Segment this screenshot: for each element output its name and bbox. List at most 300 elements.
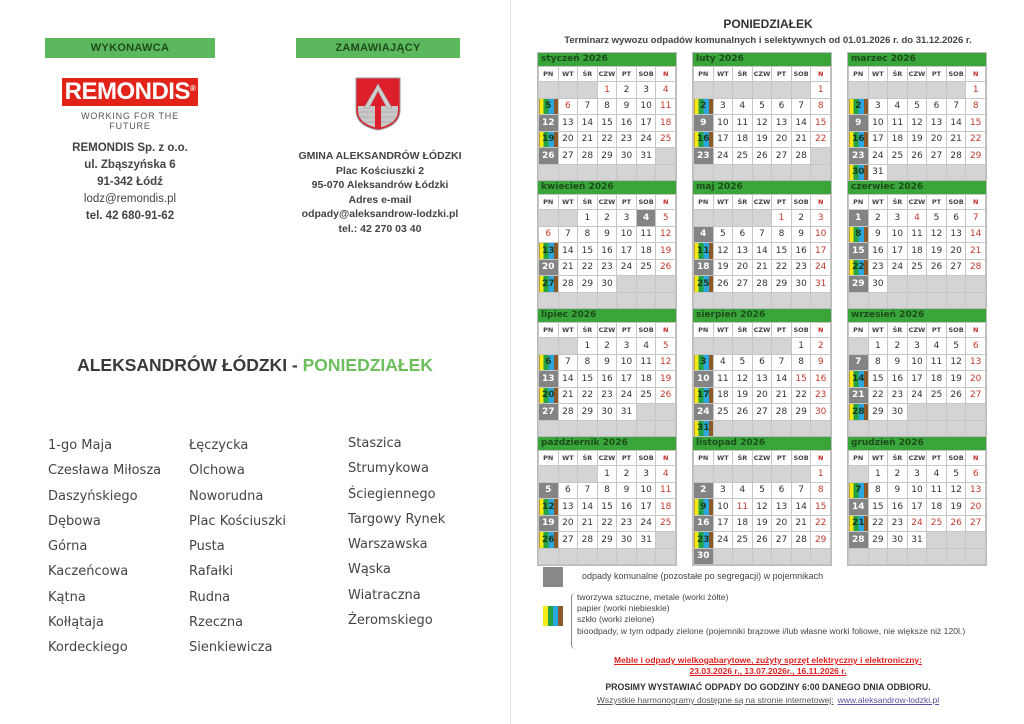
- calendar-day: 28: [752, 276, 772, 293]
- weekday-header: SOB: [946, 451, 966, 466]
- calendar-day-selective: 17: [694, 387, 714, 404]
- month-calendar: [847, 308, 987, 438]
- calendar-day-holiday: 13: [966, 354, 986, 371]
- legend-selective-item: bioodpady, w tym odpady zielone (pojemniki brązowe i/lub własne worki foliowe, nie większe niż 120l.): [577, 625, 966, 636]
- calendar-day: 6: [772, 482, 792, 499]
- weekday-header: ŚR: [733, 451, 753, 466]
- calendar-day: 26: [946, 387, 966, 404]
- calendar-day: 2: [597, 338, 617, 355]
- calendar-day: 10: [907, 482, 927, 499]
- street-item: Daszyńskiego: [48, 488, 138, 504]
- calendar-day-holiday: 15: [791, 371, 811, 388]
- month-calendar: [692, 180, 832, 310]
- calendar-empty-cell: [927, 82, 947, 99]
- calendar-day: 17: [636, 499, 656, 516]
- calendar-day-selective: 25: [694, 276, 714, 293]
- calendar-empty-cell: [966, 292, 986, 309]
- calendar-empty-cell: [694, 338, 714, 355]
- street-item: 1-go Maja: [48, 438, 113, 453]
- calendar-day-selective: 14: [849, 371, 869, 388]
- weekday-header: N: [656, 195, 676, 210]
- calendar-day-selective: 13: [539, 243, 559, 260]
- calendar-day: 12: [752, 115, 772, 132]
- calendar-empty-cell: [578, 292, 598, 309]
- street-item: Ściegiennego: [348, 486, 436, 502]
- calendar-day: 29: [868, 404, 888, 421]
- street-item: Warszawska: [348, 537, 428, 553]
- calendar-empty-cell: [752, 420, 772, 437]
- calendar-day: 30: [888, 532, 908, 549]
- calendar-day: 10: [713, 499, 733, 516]
- calendar-empty-cell: [868, 82, 888, 99]
- calendar-day-holiday: 29: [966, 148, 986, 165]
- calendar-day-communal: 23: [694, 148, 714, 165]
- calendar-day-holiday: 7: [966, 210, 986, 227]
- calendar-day-communal: 24: [694, 404, 714, 421]
- weekday-header: SOB: [946, 195, 966, 210]
- calendar-day: 26: [733, 404, 753, 421]
- calendar-day-holiday: 15: [811, 499, 831, 516]
- calendar-day: 29: [868, 532, 888, 549]
- calendar-day: 3: [868, 98, 888, 115]
- calendar-day: 7: [946, 98, 966, 115]
- calendar-day: 1: [791, 338, 811, 355]
- street-item: Kołłątaja: [48, 615, 104, 631]
- street-item: Olchowa: [189, 463, 245, 479]
- calendar-day: 17: [636, 115, 656, 132]
- calendar-empty-cell: [636, 292, 656, 309]
- calendar-day-holiday: 3: [811, 210, 831, 227]
- calendar-day-selective: 22: [849, 259, 869, 276]
- calendar-day: 7: [752, 226, 772, 243]
- month-calendar: [692, 436, 832, 566]
- weekday-header: CZW: [907, 67, 927, 82]
- calendar-day: 15: [772, 243, 792, 260]
- calendar-day: 25: [713, 404, 733, 421]
- calendar-day-selective: 9: [694, 499, 714, 516]
- calendar-day: 28: [558, 404, 578, 421]
- calendar-empty-cell: [752, 338, 772, 355]
- street-item: Kaczeńcowa: [48, 564, 129, 580]
- calendar-empty-cell: [946, 420, 966, 437]
- weekday-header: PN: [539, 323, 559, 338]
- calendar-day: 5: [907, 98, 927, 115]
- calendar-day: 22: [578, 387, 598, 404]
- calendar-day: 3: [907, 338, 927, 355]
- left-page: [0, 0, 510, 724]
- calendar-day: 27: [558, 148, 578, 165]
- calendar-empty-cell: [578, 420, 598, 437]
- calendar-empty-cell: [849, 420, 869, 437]
- calendar-empty-cell: [656, 548, 676, 565]
- calendar-empty-cell: [791, 292, 811, 309]
- calendar-day-communal: 13: [539, 371, 559, 388]
- calendar-day: 14: [791, 499, 811, 516]
- calendar-day: 3: [907, 466, 927, 483]
- calendar-day: 15: [597, 499, 617, 516]
- calendar-day-holiday: 26: [656, 387, 676, 404]
- weekday-header: PN: [849, 323, 869, 338]
- weekday-header: PT: [772, 67, 792, 82]
- calendar-empty-cell: [713, 548, 733, 565]
- calendar-day: 26: [713, 276, 733, 293]
- calendar-day-holiday: 22: [811, 515, 831, 532]
- calendar-day-selective: 27: [539, 276, 559, 293]
- calendar-day: 14: [578, 499, 598, 516]
- calendar-day: 28: [558, 276, 578, 293]
- contractor-street: ul. Zbąszyńska 6: [84, 159, 176, 171]
- calendar-empty-cell: [694, 210, 714, 227]
- calendar-day: 9: [888, 482, 908, 499]
- calendar-day: 3: [713, 98, 733, 115]
- weekday-header: WT: [558, 323, 578, 338]
- calendar-day-communal: 19: [539, 515, 559, 532]
- month-calendar: [847, 52, 987, 182]
- calendar-day: 22: [772, 259, 792, 276]
- calendar-day-selective: 6: [539, 354, 559, 371]
- calendar-empty-cell: [578, 164, 598, 181]
- month-header: sierpień 2026: [693, 309, 831, 322]
- weekday-header: SOB: [946, 323, 966, 338]
- calendar-empty-cell: [811, 148, 831, 165]
- calendar-empty-cell: [868, 292, 888, 309]
- calendar-day: 16: [791, 243, 811, 260]
- calendar-day-holiday: 2: [811, 338, 831, 355]
- calendar-day: 29: [597, 148, 617, 165]
- weekday-header: WT: [868, 451, 888, 466]
- calendar-day-communal: 9: [694, 115, 714, 132]
- calendar-day: 19: [752, 131, 772, 148]
- calendar-day: 20: [946, 243, 966, 260]
- calendar-day: 20: [733, 259, 753, 276]
- weekday-header: PT: [927, 67, 947, 82]
- calendar-day: 29: [597, 532, 617, 549]
- contractor-tag: WYKONAWCA: [45, 38, 215, 58]
- calendar-empty-cell: [811, 164, 831, 181]
- calendar-day: 27: [772, 532, 792, 549]
- calendar-day: 17: [907, 499, 927, 516]
- calendar-empty-cell: [888, 292, 908, 309]
- calendar-empty-cell: [849, 548, 869, 565]
- calendar-day: 18: [636, 371, 656, 388]
- calendar-day: 20: [927, 131, 947, 148]
- weekday-header: N: [966, 451, 986, 466]
- month-calendar: [847, 436, 987, 566]
- weekday-header: CZW: [907, 323, 927, 338]
- calendar-day: 25: [733, 532, 753, 549]
- calendar-empty-cell: [733, 548, 753, 565]
- calendar-day-holiday: 30: [811, 404, 831, 421]
- legend-communal: odpady komunalne (pozostałe po segregacji) w pojemnikach: [582, 571, 824, 581]
- weekday-header: SOB: [791, 451, 811, 466]
- weekday-header: N: [966, 67, 986, 82]
- weekday-header: N: [811, 323, 831, 338]
- calendar-empty-cell: [694, 82, 714, 99]
- street-item: Łęczycka: [189, 438, 249, 453]
- calendar-day: 11: [636, 226, 656, 243]
- calendar-empty-cell: [597, 164, 617, 181]
- calendar-day: 25: [733, 148, 753, 165]
- weekday-header: ŚR: [733, 195, 753, 210]
- calendar-day-selective: 3: [694, 354, 714, 371]
- weekday-header: PT: [617, 195, 637, 210]
- calendar-day-holiday: 12: [656, 354, 676, 371]
- calendar-day: 14: [752, 243, 772, 260]
- calendar-day-holiday: 22: [966, 131, 986, 148]
- month-header: maj 2026: [693, 181, 831, 194]
- weekday-header: PN: [539, 67, 559, 82]
- street-column-3: [348, 434, 445, 636]
- calendar-day-holiday: 24: [811, 259, 831, 276]
- weekday-header: SOB: [946, 67, 966, 82]
- calendar-day: 2: [868, 210, 888, 227]
- calendar-empty-cell: [713, 466, 733, 483]
- calendar-day: 19: [713, 259, 733, 276]
- calendar-day-holiday: 5: [656, 210, 676, 227]
- calendar-day: 16: [868, 243, 888, 260]
- calendar-day: 9: [791, 226, 811, 243]
- calendar-day: 26: [927, 259, 947, 276]
- weekday-header: PT: [617, 323, 637, 338]
- calendar-day: 9: [888, 354, 908, 371]
- calendar-day: 28: [772, 404, 792, 421]
- calendar-day-selective: 12: [539, 499, 559, 516]
- calendar-day-communal: 21: [849, 387, 869, 404]
- calendar-empty-cell: [888, 420, 908, 437]
- calendar-day: 7: [791, 98, 811, 115]
- street-item: Strumykowa: [348, 461, 429, 477]
- client-email[interactable]: odpady@aleksandrow-lodzki.pl: [301, 208, 459, 220]
- calendar-day-communal: 4: [694, 226, 714, 243]
- month-calendar: [692, 52, 832, 182]
- weekday-header: CZW: [597, 323, 617, 338]
- weekday-header: SOB: [636, 195, 656, 210]
- calendar-day: 23: [597, 259, 617, 276]
- calendar-day: 11: [907, 226, 927, 243]
- calendar-day: 30: [888, 404, 908, 421]
- calendar-day: 13: [946, 226, 966, 243]
- street-item: Czesława Miłosza: [48, 463, 162, 479]
- calendar-day: 16: [597, 371, 617, 388]
- calendar-empty-cell: [927, 276, 947, 293]
- calendar-day: 6: [752, 354, 772, 371]
- calendar-empty-cell: [636, 548, 656, 565]
- calendar-day: 18: [888, 131, 908, 148]
- weekday-header: SOB: [791, 323, 811, 338]
- calendar-empty-cell: [656, 532, 676, 549]
- calendar-empty-cell: [752, 164, 772, 181]
- calendar-empty-cell: [946, 292, 966, 309]
- calendar-day: 18: [907, 243, 927, 260]
- right-page: [510, 0, 1024, 724]
- calendar-day-holiday: 10: [811, 226, 831, 243]
- calendar-empty-cell: [694, 164, 714, 181]
- calendar-day-holiday: 18: [656, 499, 676, 516]
- street-item: Plac Kościuszki: [189, 513, 287, 529]
- month-header: styczeń 2026: [538, 53, 676, 66]
- calendar-empty-cell: [849, 82, 869, 99]
- weekday-header: SOB: [791, 195, 811, 210]
- calendar-day: 22: [597, 131, 617, 148]
- calendar-empty-cell: [617, 276, 637, 293]
- calendar-day: 29: [772, 276, 792, 293]
- calendar-day: 12: [907, 115, 927, 132]
- calendar-day: 20: [772, 515, 792, 532]
- calendar-day: 24: [888, 259, 908, 276]
- calendar-day: 15: [868, 371, 888, 388]
- calendar-day: 17: [713, 515, 733, 532]
- calendar-day: 17: [713, 131, 733, 148]
- calendar-day: 8: [597, 98, 617, 115]
- weekday-header: WT: [558, 195, 578, 210]
- calendar-day: 4: [713, 354, 733, 371]
- calendar-day: 13: [772, 499, 792, 516]
- collection-notice: PROSIMY WYSTAWIAĆ ODPADY DO GODZINY 6:00 DANEGO DNIA ODBIORU.: [605, 682, 931, 692]
- calendar-day: 16: [617, 115, 637, 132]
- calendar-day-holiday: 12: [656, 226, 676, 243]
- calendar-day-holiday: 28: [966, 259, 986, 276]
- calendar-day: 22: [578, 259, 598, 276]
- bulky-waste-title: Meble i odpady wielkogabarytowe, zużyty sprzęt elektryczny i elektroniczny:: [614, 655, 922, 665]
- weekday-header: PN: [694, 323, 714, 338]
- weekday-header: CZW: [752, 323, 772, 338]
- calendar-empty-cell: [946, 532, 966, 549]
- calendar-day-communal: 7: [849, 354, 869, 371]
- calendar-day: 11: [927, 482, 947, 499]
- street-item: Wąska: [348, 562, 391, 578]
- calendar-empty-cell: [907, 164, 927, 181]
- weekday-header: ŚR: [733, 323, 753, 338]
- calendar-day: 21: [578, 515, 598, 532]
- calendar-empty-cell: [617, 292, 637, 309]
- weekday-header: SOB: [636, 67, 656, 82]
- calendar-day: 22: [597, 515, 617, 532]
- calendar-day: 20: [558, 515, 578, 532]
- calendar-day: 12: [713, 243, 733, 260]
- calendar-day: 17: [617, 243, 637, 260]
- calendar-day-holiday: 29: [811, 532, 831, 549]
- calendar-day: 5: [713, 226, 733, 243]
- calendar-day: 29: [578, 404, 598, 421]
- calendar-day: 2: [597, 210, 617, 227]
- month-header: czerwiec 2026: [848, 181, 986, 194]
- calendar-day: 28: [791, 532, 811, 549]
- calendar-empty-cell: [791, 548, 811, 565]
- calendar-day: 4: [636, 338, 656, 355]
- calendar-day: 30: [868, 276, 888, 293]
- calendar-day: 26: [752, 532, 772, 549]
- website-link[interactable]: www.aleksandrow-lodzki.pl: [837, 695, 940, 705]
- calendar-day: 8: [578, 354, 598, 371]
- calendar-day: 21: [558, 259, 578, 276]
- calendar-day-communal: 1: [849, 210, 869, 227]
- calendar-day: 22: [791, 387, 811, 404]
- calendar-day: 23: [888, 387, 908, 404]
- calendar-day: 7: [558, 226, 578, 243]
- calendar-empty-cell: [752, 292, 772, 309]
- calendar-empty-cell: [966, 532, 986, 549]
- calendar-day-selective: 20: [539, 387, 559, 404]
- calendar-day: 8: [868, 354, 888, 371]
- calendar-day: 24: [636, 131, 656, 148]
- weekday-header: WT: [713, 67, 733, 82]
- calendar-day: 27: [752, 404, 772, 421]
- calendar-day: 17: [907, 371, 927, 388]
- calendar-day: 16: [617, 499, 637, 516]
- weekday-header: WT: [558, 67, 578, 82]
- weekday-header: PN: [694, 195, 714, 210]
- street-item: Pusta: [189, 539, 225, 555]
- weekday-header: PT: [927, 195, 947, 210]
- calendar-day: 26: [752, 148, 772, 165]
- calendar-day: 11: [927, 354, 947, 371]
- weekday-header: CZW: [907, 451, 927, 466]
- weekday-header: PN: [849, 67, 869, 82]
- calendar-day: 1: [597, 466, 617, 483]
- calendar-day-selective: 21: [849, 515, 869, 532]
- weekday-header: N: [811, 67, 831, 82]
- legend-selective-item: papier (worki niebieskie): [577, 603, 670, 614]
- calendar-day: 30: [617, 532, 637, 549]
- contractor-email[interactable]: lodz@remondis.pl: [83, 193, 177, 205]
- calendar-day-holiday: 20: [966, 371, 986, 388]
- weekday-header: PN: [694, 67, 714, 82]
- calendar-day-holiday: 11: [733, 499, 753, 516]
- calendar-day: 16: [597, 243, 617, 260]
- calendar-empty-cell: [927, 164, 947, 181]
- calendar-empty-cell: [966, 548, 986, 565]
- calendar-day: 16: [888, 371, 908, 388]
- weekday-header: N: [966, 195, 986, 210]
- calendar-day: 6: [558, 482, 578, 499]
- calendar-empty-cell: [656, 148, 676, 165]
- calendar-day: 30: [597, 276, 617, 293]
- calendar-empty-cell: [733, 338, 753, 355]
- calendar-day: 23: [617, 515, 637, 532]
- calendar-day-holiday: 4: [907, 210, 927, 227]
- calendar-day: 13: [733, 243, 753, 260]
- calendar-day: 25: [927, 387, 947, 404]
- calendar-empty-cell: [966, 420, 986, 437]
- calendar-day-holiday: 13: [966, 482, 986, 499]
- calendar-day: 7: [578, 482, 598, 499]
- weekday-header: CZW: [752, 195, 772, 210]
- calendar-empty-cell: [558, 548, 578, 565]
- street-item: Noworudna: [189, 488, 264, 504]
- client-info: [282, 149, 478, 236]
- calendar-empty-cell: [558, 164, 578, 181]
- calendar-day: 23: [888, 515, 908, 532]
- calendar-day-holiday: 4: [656, 466, 676, 483]
- weekday-header: CZW: [597, 195, 617, 210]
- legend-selective-item: tworzywa sztuczne, metale (worki żółte): [577, 592, 729, 602]
- client-name: GMINA ALEKSANDRÓW ŁÓDZKI: [298, 150, 462, 162]
- calendar-day: 13: [927, 115, 947, 132]
- client-city: 95-070 Aleksandrów Łódzki: [311, 179, 449, 191]
- calendar-empty-cell: [791, 466, 811, 483]
- calendar-day: 31: [907, 532, 927, 549]
- calendar-day-selective: 26: [539, 532, 559, 549]
- calendar-day-holiday: 27: [966, 515, 986, 532]
- calendar-day: 18: [733, 515, 753, 532]
- calendar-empty-cell: [558, 292, 578, 309]
- calendar-empty-cell: [907, 548, 927, 565]
- weekday-header: PN: [849, 195, 869, 210]
- calendar-day: 14: [791, 115, 811, 132]
- calendar-day: 3: [617, 210, 637, 227]
- calendar-day: 2: [791, 210, 811, 227]
- calendar-day-communal: 15: [849, 243, 869, 260]
